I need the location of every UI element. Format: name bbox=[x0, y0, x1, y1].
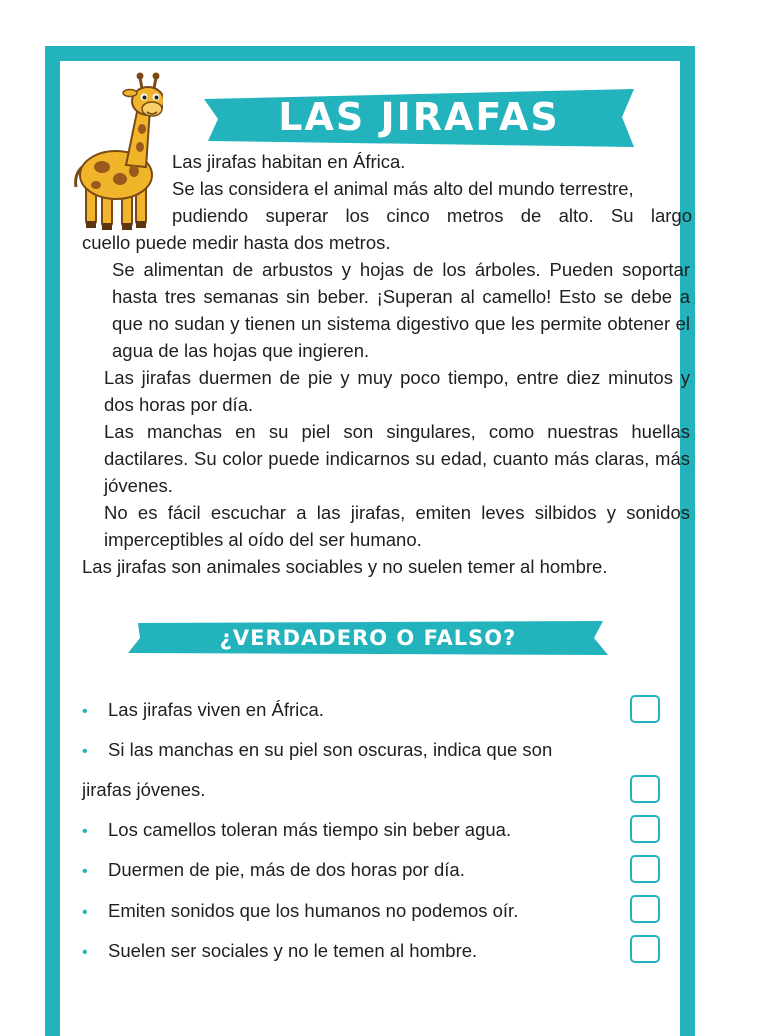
paragraph: Se alimentan de arbustos y hojas de los árboles. Pueden soportar hasta tres semanas sin beber. ¡Superan al camello! Esto se debe a que no sudan y tienen un sistema digestivo que les permite obtener el agua de las hojas que ingieren. bbox=[112, 259, 690, 361]
bullet: • bbox=[82, 823, 88, 840]
quiz-item bbox=[82, 698, 324, 724]
checkbox-icon[interactable] bbox=[630, 935, 660, 963]
intro-line: pudiendo superar los cinco metros de alto. Su largo bbox=[172, 205, 692, 226]
bullet: • bbox=[82, 743, 88, 760]
quiz-item-text: Emiten sonidos que los humanos no podemos oír. bbox=[108, 900, 519, 921]
checkbox-icon[interactable] bbox=[630, 775, 660, 803]
title-banner bbox=[204, 89, 634, 147]
checkbox-icon[interactable] bbox=[630, 815, 660, 843]
page-title: LAS JIRAFAS bbox=[278, 95, 560, 139]
checkbox-icon[interactable] bbox=[630, 695, 660, 723]
quiz-item-text: Duermen de pie, más de dos horas por día. bbox=[108, 859, 465, 880]
page-border bbox=[45, 46, 695, 1036]
quiz-item-text: Si las manchas en su piel son oscuras, indica que son bbox=[108, 739, 553, 760]
paragraph: Las manchas en su piel son singulares, como nuestras huellas dactilares. Su color puede indicarnos su edad, cuanto más claras, más jóvenes. bbox=[104, 421, 690, 496]
quiz-banner bbox=[128, 621, 608, 655]
body-text bbox=[82, 229, 690, 580]
paragraph: Las jirafas son animales sociables y no suelen temer al hombre. bbox=[82, 556, 608, 577]
quiz-item-text: jirafas jóvenes. bbox=[82, 779, 206, 800]
intro-line: Las jirafas habitan en África. bbox=[172, 151, 406, 172]
quiz-item-text: Suelen ser sociales y no le temen al hombre. bbox=[108, 940, 478, 961]
quiz-item bbox=[82, 939, 477, 965]
worksheet bbox=[60, 61, 692, 1036]
quiz-item bbox=[82, 899, 518, 925]
giraffe-icon bbox=[68, 67, 163, 237]
checkbox-icon[interactable] bbox=[630, 895, 660, 923]
quiz-item bbox=[82, 818, 511, 844]
quiz-title: ¿VERDADERO O FALSO? bbox=[219, 626, 517, 650]
bullet: • bbox=[82, 863, 88, 880]
intro-line: Se las considera el animal más alto del mundo terrestre, bbox=[172, 178, 634, 199]
quiz-item-continuation bbox=[82, 778, 205, 802]
quiz-item bbox=[82, 858, 465, 884]
checkbox-icon[interactable] bbox=[630, 855, 660, 883]
bullet: • bbox=[82, 904, 88, 921]
quiz-item bbox=[82, 738, 552, 764]
quiz-item-text: Las jirafas viven en África. bbox=[108, 699, 324, 720]
bullet: • bbox=[82, 703, 88, 720]
intro-line: cuello puede medir hasta dos metros. bbox=[82, 232, 391, 253]
quiz-item-text: Los camellos toleran más tiempo sin beber agua. bbox=[108, 819, 512, 840]
paragraph: No es fácil escuchar a las jirafas, emiten leves silbidos y sonidos imperceptibles al oído del ser humano. bbox=[104, 502, 690, 550]
paragraph: Las jirafas duermen de pie y muy poco tiempo, entre diez minutos y dos horas por día. bbox=[104, 367, 690, 415]
bullet: • bbox=[82, 944, 88, 961]
intro-paragraph bbox=[172, 148, 692, 229]
